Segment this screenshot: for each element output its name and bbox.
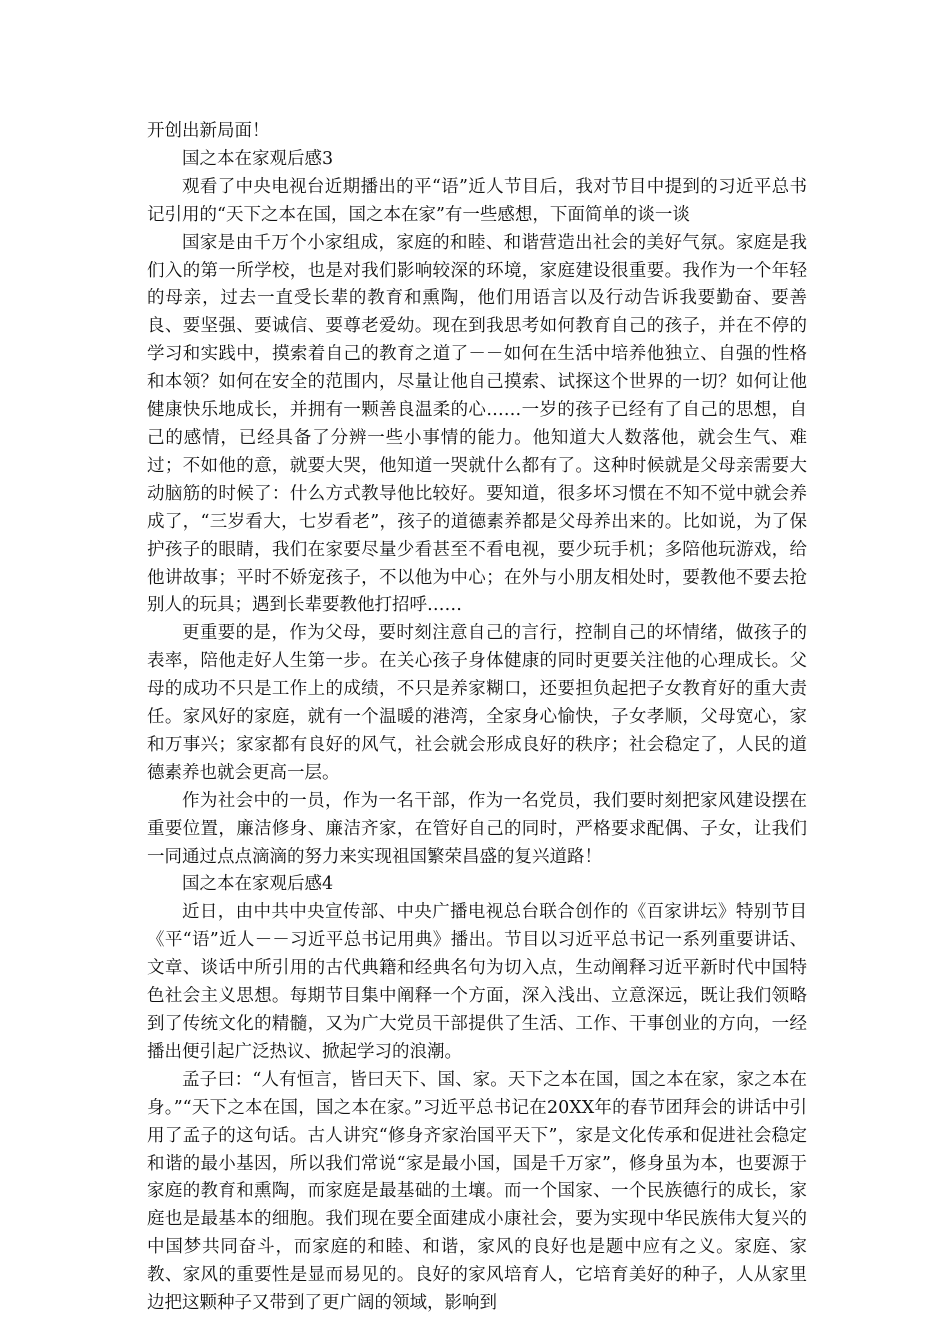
paragraph: 更重要的是，作为父母，要时刻注意自己的言行，控制自己的坏情绪，做孩子的表率，陪他走好人生第一步。在关心孩子身体健康的同时更要关注他的心理成长。父母的成功不只是工作上的成绩，不只是养家糊口，还要担负起把子女教育好的重大责任。家风好的家庭，就有一个温暖的港湾，全家身心愉快，子女孝顺，父母宽心，家和万事兴；家家都有良好的风气，社会就会形成良好的秩序；社会稳定了，人民的道德素养也就会更高一层。	[147, 623, 807, 783]
section-heading: 国之本在家观后感3	[182, 148, 334, 169]
paragraph: 孟子曰：“人有恒言，皆曰天下、国、家。天下之本在国，国之本在家，家之本在身。”“天下之本在国，国之本在家。”习近平总书记在20XX年的春节团拜会的讲话中引用了孟子的这句话。古人讲究“修身齐家治国平天下”，家是文化传承和促进社会稳定和谐的最小基因，所以我们常说“家是最小国，国是千万家”，修身虽为本，也要源于家庭的教育和熏陶，而家庭是最基础的土壤。而一个国家、一个民族德行的成长，家庭也是最基本的细胞。我们现在要全面建成小康社会，要为实现中华民族伟大复兴的中国梦共同奋斗，而家庭的和睦、和谐，家风的良好也是题中应有之义。家庭、家教、家风的重要性是显而易见的。良好的家风培育人，它培育美好的种子，人从家里边把这颗种子又带到了更广阔的领域，影响到	[147, 1069, 807, 1314]
document-body	[147, 118, 807, 1318]
section-heading: 国之本在家观后感4	[182, 874, 334, 895]
paragraph: 观看了中央电视台近期播出的平“语”近人节目后，我对节目中提到的习近平总书记引用的“天下之本在国，国之本在家”有一些感想，下面简单的谈一谈	[147, 176, 807, 225]
paragraph-continued: 开创出新局面！	[147, 121, 270, 141]
paragraph: 作为社会中的一员，作为一名干部，作为一名党员，我们要时刻把家风建设摆在重要位置，廉洁修身、廉洁齐家，在管好自己的同时，严格要求配偶、子女，让我们一同通过点点滴滴的努力来实现祖国繁荣昌盛的复兴道路！	[147, 790, 807, 867]
paragraph: 国家是由千万个小家组成，家庭的和睦、和谐营造出社会的美好气氛。家庭是我们入的第一所学校，也是对我们影响较深的环境，家庭建设很重要。我作为一个年轻的母亲，过去一直受长辈的教育和熏陶，他们用语言以及行动告诉我要勤奋、要善良、要坚强、要诚信、要尊老爱幼。现在到我思考如何教育自己的孩子，并在不停的学习和实践中，摸索着自己的教育之道了－－如何在生活中培养他独立、自强的性格和本领？如何在安全的范围内，尽量让他自己摸索、试探这个世界的一切？如何让他健康快乐地成长，并拥有一颗善良温柔的心……一岁的孩子已经有了自己的思想，自己的感情，已经具备了分辨一些小事情的能力。他知道大人数落他，就会生气、难过；不如他的意，就要大哭，他知道一哭就什么都有了。这种时候就是父母亲需要大动脑筋的时候了：什么方式教导他比较好。要知道，很多坏习惯在不知不觉中就会养成了，“三岁看大，七岁看老”，孩子的道德素养都是父母养出来的。比如说，为了保护孩子的眼睛，我们在家要尽量少看甚至不看电视，要少玩手机；多陪他玩游戏，给他讲故事；平时不娇宠孩子，不以他为中心；在外与小朋友相处时，要教他不要去抢别人的玩具；遇到长辈要教他打招呼……	[147, 232, 807, 616]
paragraph: 近日，由中共中央宣传部、中央广播电视总台联合创作的《百家讲坛》特别节目《平“语”近人－－习近平总书记用典》播出。节目以习近平总书记一系列重要讲话、文章、谈话中所引用的古代典籍和经典名句为切入点，生动阐释习近平新时代中国特色社会主义思想。每期节目集中阐释一个方面，深入浅出、立意深远，既让我们领略到了传统文化的精髓，又为广大党员干部提供了生活、工作、干事创业的方向，一经播出便引起广泛热议、掀起学习的浪潮。	[147, 902, 807, 1062]
